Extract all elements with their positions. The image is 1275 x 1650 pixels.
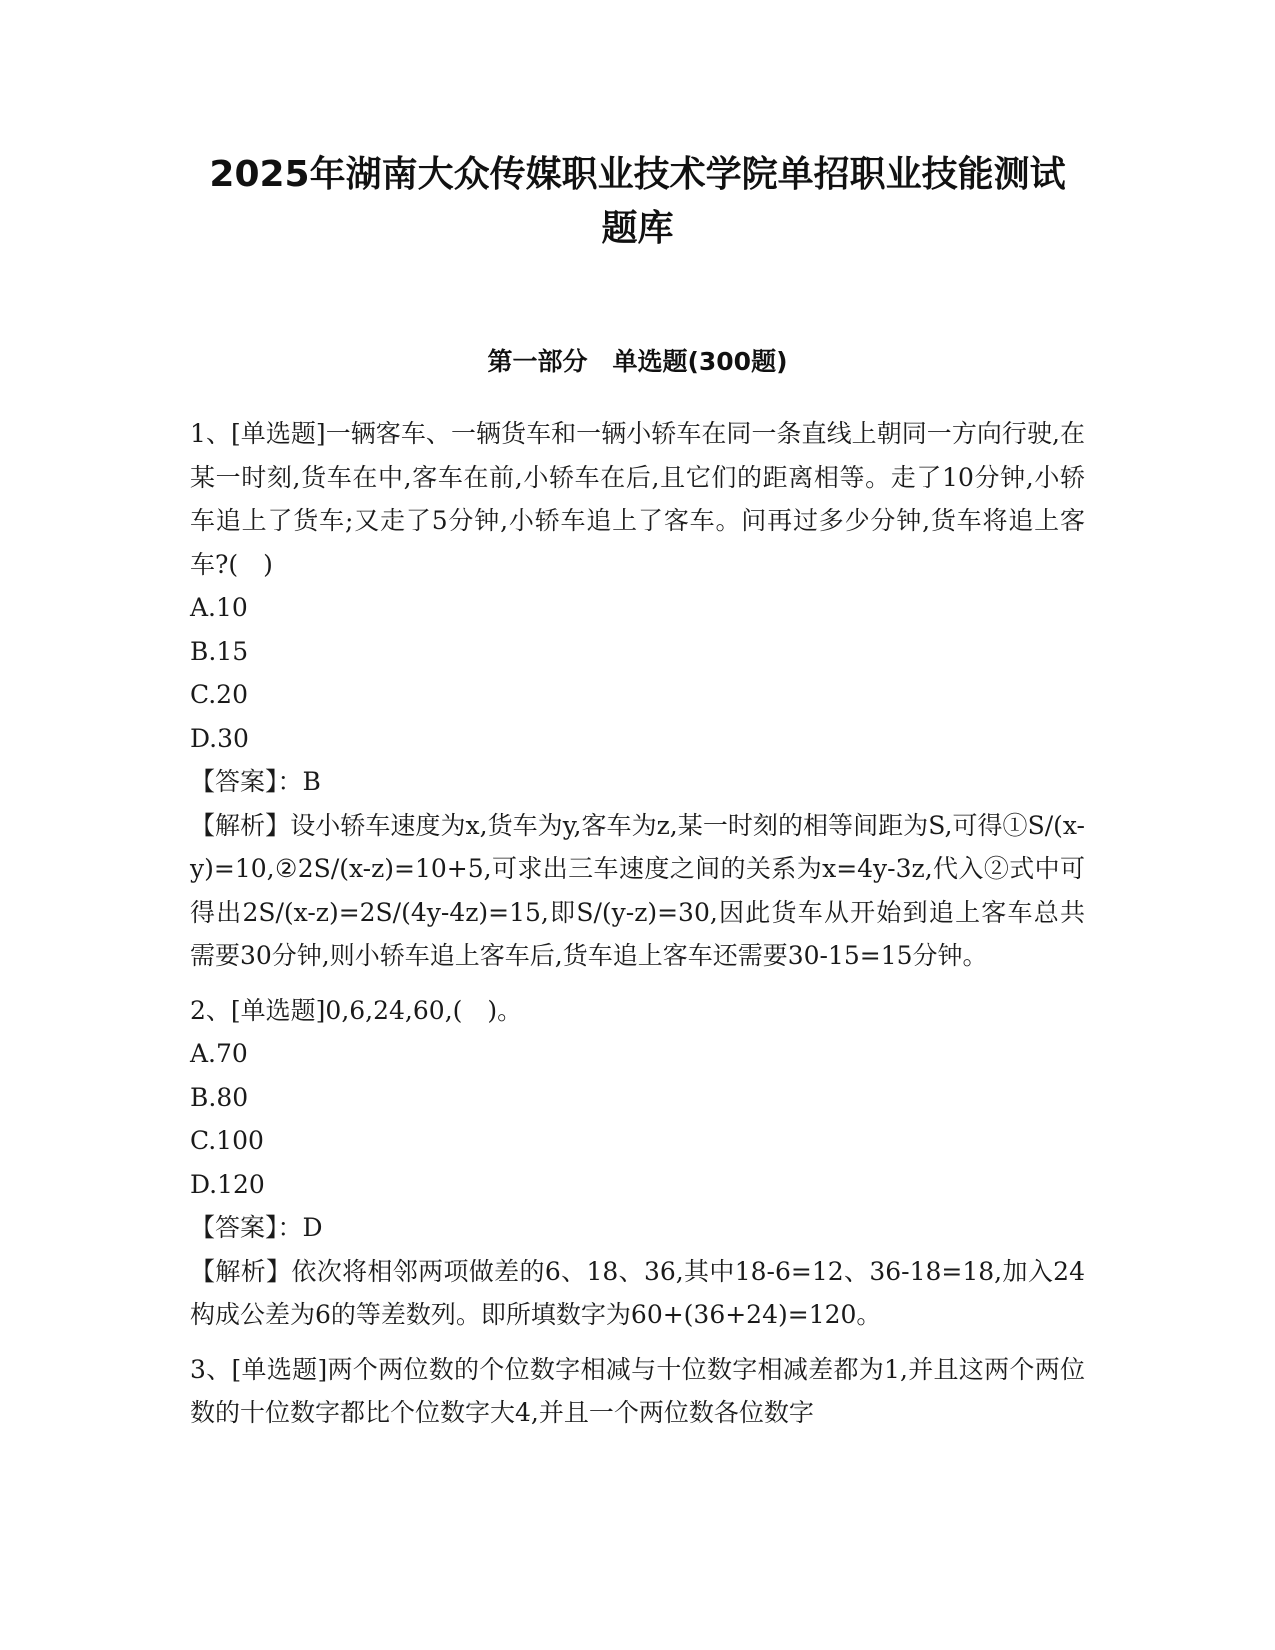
section-heading: 第一部分 单选题(300题)	[487, 347, 788, 376]
question-stem: 3、[单选题]两个两位数的个位数字相减与十位数字相减差都为1,并且这两个两位数的十位数字都比个位数字大4,并且一个两位数各位数字	[190, 1354, 1085, 1427]
option-d: D.30	[190, 723, 249, 753]
analysis-paragraph	[190, 1250, 1085, 1337]
option-a: A.70	[190, 1039, 248, 1068]
answer-label: 【答案】	[190, 1213, 278, 1242]
document-title-line1: 2025年湖南大众传媒职业技术学院单招职业技能测试	[209, 154, 1066, 195]
question-stem: 2、[单选题]0,6,24,60,( )。	[190, 995, 523, 1025]
analysis-label: 【解析】	[190, 810, 291, 840]
question-3	[190, 1348, 1085, 1435]
answer-line	[190, 760, 1085, 804]
analysis-paragraph	[190, 804, 1085, 978]
document-title	[150, 148, 1125, 256]
answer-line	[190, 1206, 1085, 1250]
answer-value: ：D	[277, 1213, 323, 1242]
option-c: C.20	[190, 680, 248, 709]
option-b: B.80	[190, 1082, 249, 1112]
option-d: D.120	[190, 1169, 265, 1199]
question-stem: 1、[单选题]一辆客车、一辆货车和一辆小轿车在同一条直线上朝同一方向行驶,在某一时刻,货车在中,客车在前,小轿车在后,且它们的距离相等。走了10分钟,小轿车追上了货车;又走了5分钟,小轿车追上了客车。问再过多少分钟,货车将追上客车?( )	[190, 419, 1085, 579]
analysis-text: 依次将相邻两项做差的6、18、36,其中18-6=12、36-18=18,加入24构成公差为6的等差数列。即所填数字为60+(36+24)=120。	[190, 1256, 1085, 1329]
answer-value: ：B	[277, 767, 321, 796]
option-a: A.10	[190, 593, 248, 622]
question-list	[190, 412, 1085, 1446]
analysis-text: 设小轿车速度为x,货车为y,客车为z,某一时刻的相等间距为S,可得①S/(x-y)=10,②2S/(x-z)=10+5,可求出三车速度之间的关系为x=4y-3z,代入②式中可得出2S/(x-z)=2S/(4y-4z)=15,即S/(y-z)=30,因此货车从开始到追上客车总共需要30分钟,则小轿车追上客车后,货车追上客车还需要30-15=15分钟。	[190, 810, 1085, 970]
question-2	[190, 989, 1085, 1337]
document-title-line2: 题库	[601, 208, 674, 249]
answer-label: 【答案】	[190, 767, 278, 796]
option-c: C.100	[190, 1126, 264, 1155]
option-b: B.15	[190, 636, 249, 666]
analysis-label: 【解析】	[190, 1256, 292, 1286]
question-1	[190, 412, 1085, 978]
